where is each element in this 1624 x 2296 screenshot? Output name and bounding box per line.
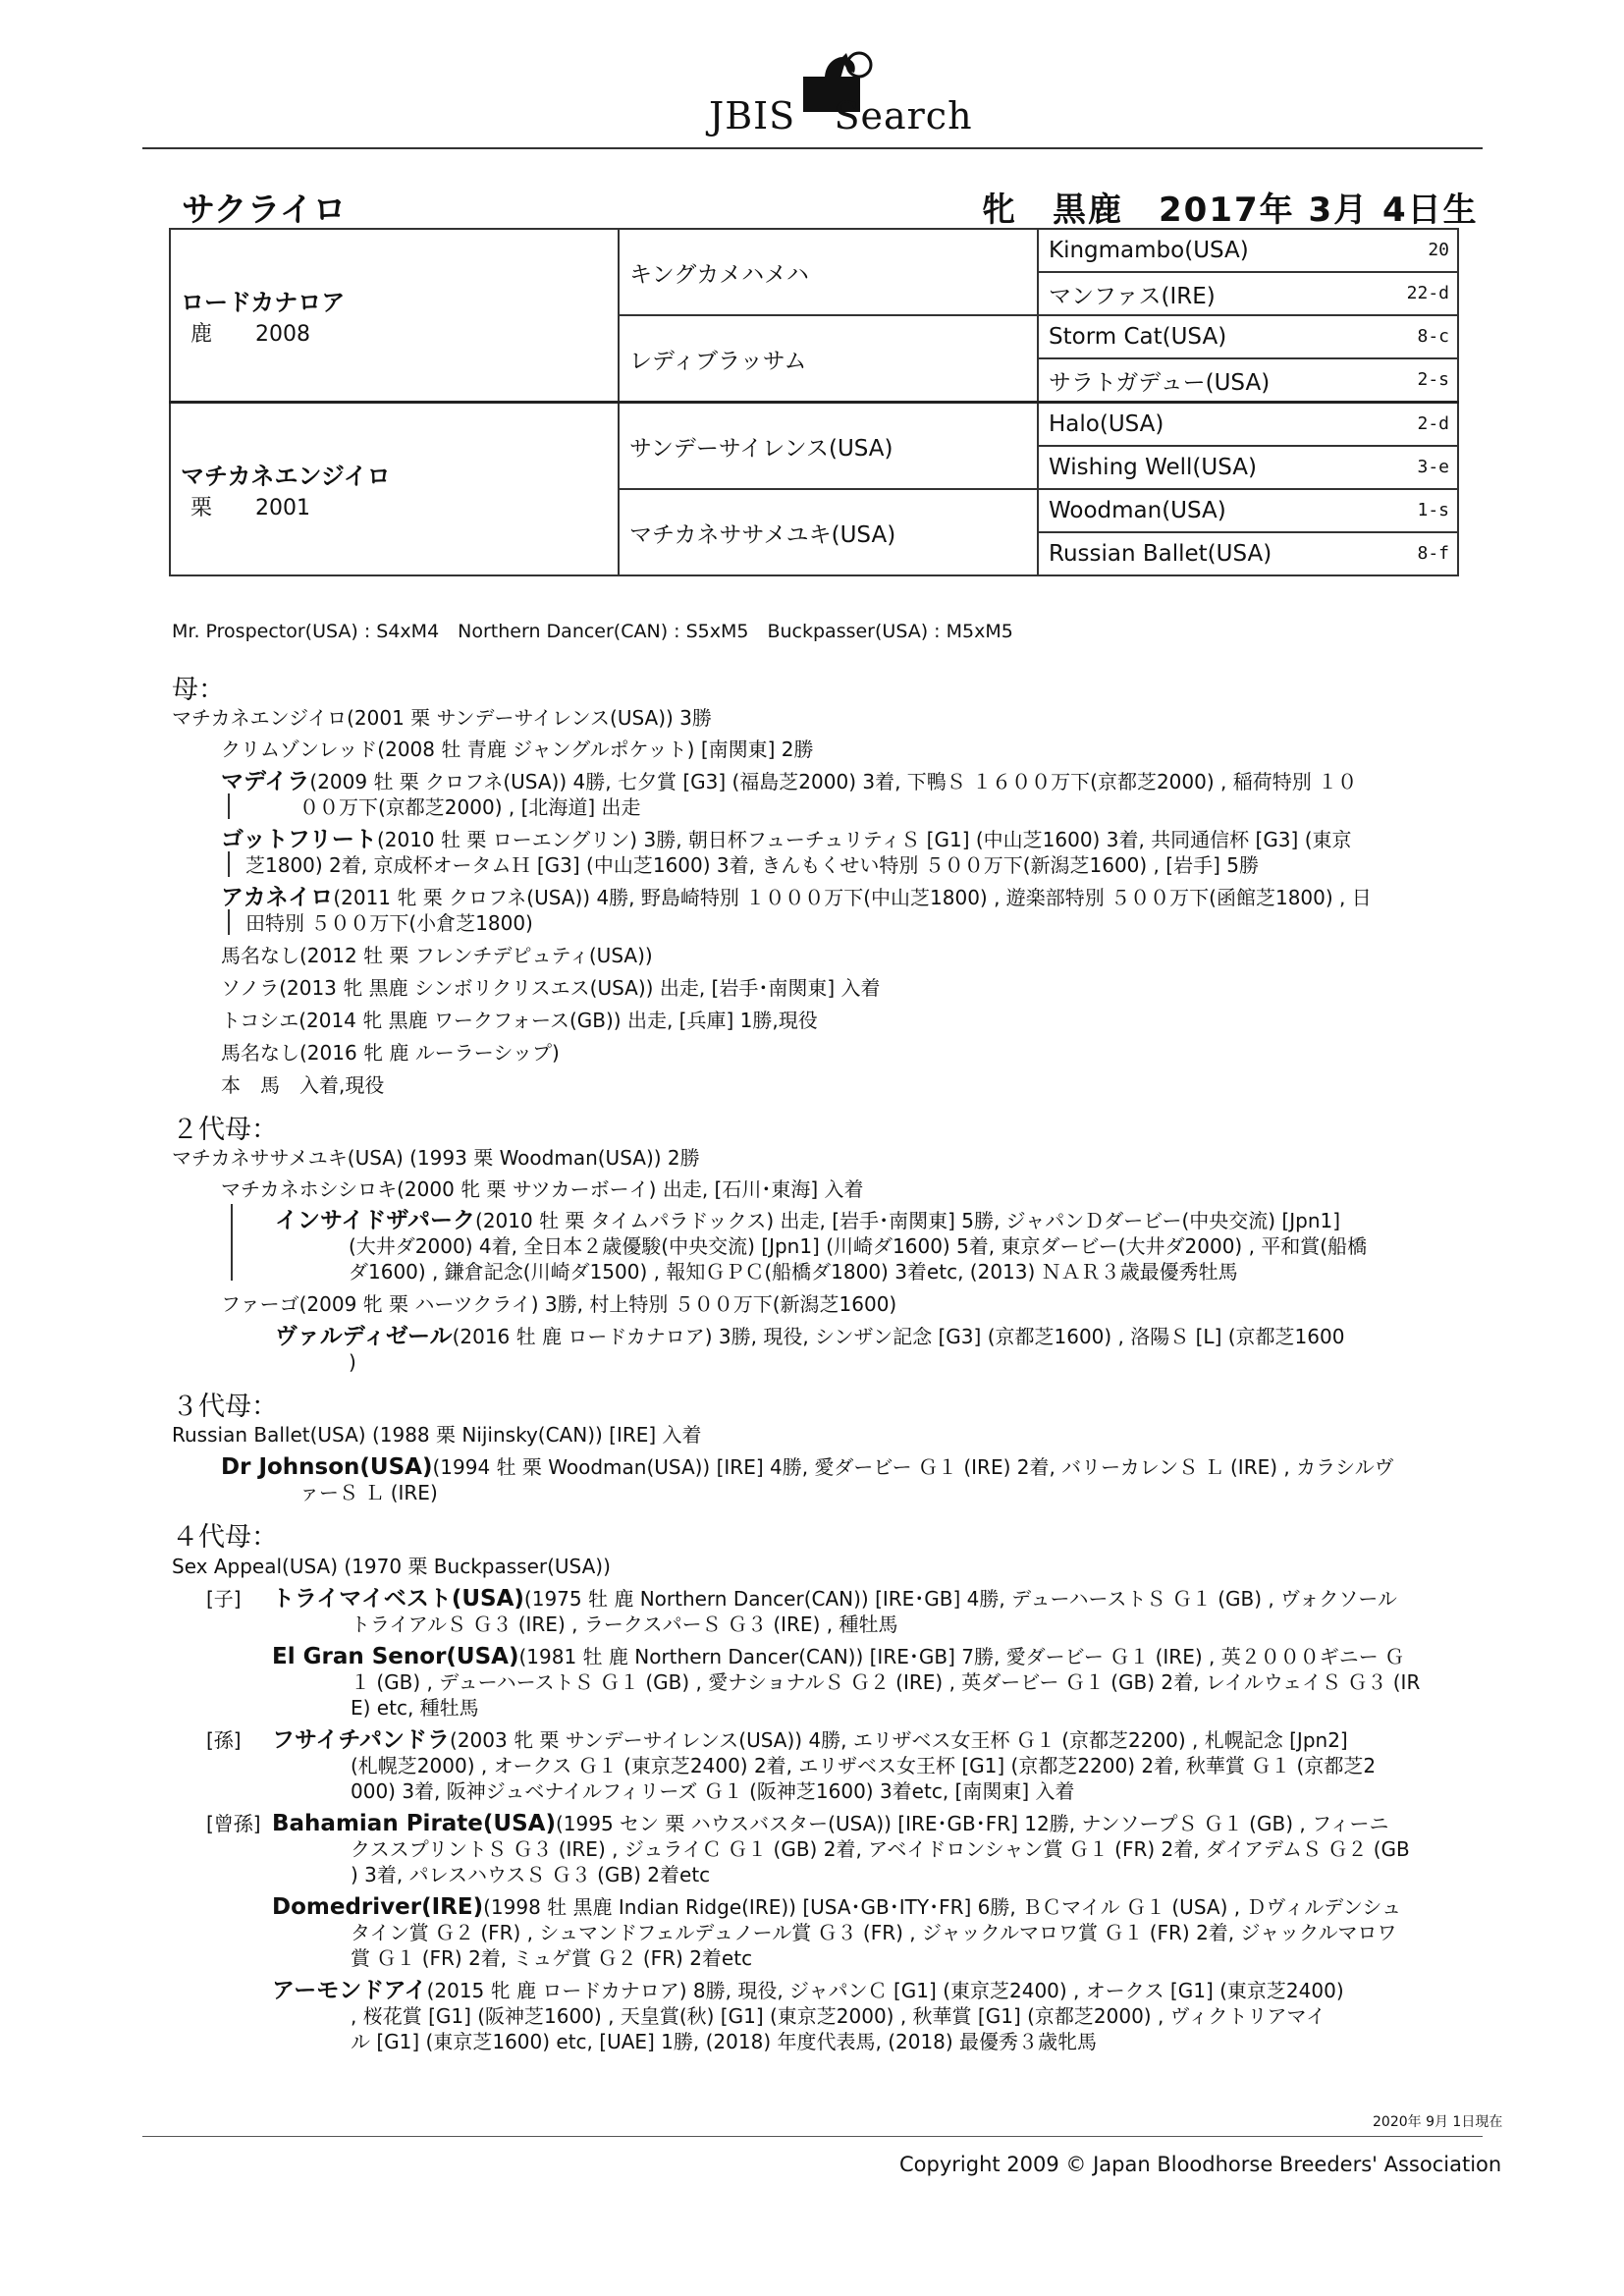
- offspring-line: ００万下(京都芝2000) , [北海道] 出走: [299, 795, 641, 819]
- gen3-cell: Wishing Well(USA) 3-e: [1038, 446, 1458, 489]
- offspring-line: ファーゴ(2009 牝 栗 ハーツクライ) 3勝, 村上特別 ５００万下(新潟芝1600): [221, 1292, 897, 1316]
- tree-bar: [231, 1204, 233, 1281]
- offspring-line: 芝1800) 2着, 京成杯オータムＨ [G3] (中山芝1600) 3着, きんもくせい特別 ５００万下(新潟芝1600) , [岩手] 5勝: [245, 853, 1259, 877]
- fourth-dam-heading: ４代母：: [172, 1522, 278, 1553]
- gen3-cell: Halo(USA) 2-d: [1038, 403, 1458, 447]
- offspring-line: トコシエ(2014 牝 黒鹿 ワークフォース(GB)) 出走, [兵庫] 1勝,現役: [221, 1009, 818, 1032]
- offspring-line: 000) 3着, 阪神ジュベナイルフィリーズ Ｇ１ (阪神芝1600) 3着etc, [南関東] 入着: [351, 1779, 1075, 1803]
- horse-info: 牝 黒鹿 2017年 3月 4日生: [982, 191, 1479, 230]
- offspring-line: マチカネホシシロキ(2000 牝 栗 サツカーボーイ) 出走, [石川･東海] 入着: [221, 1177, 864, 1201]
- sire-cell: ロードカナロア 鹿 2008: [170, 229, 619, 403]
- offspring-line: 本 馬 入着,現役: [221, 1073, 385, 1097]
- offspring-line: ): [349, 1350, 356, 1374]
- third-dam-heading: ３代母：: [172, 1392, 278, 1422]
- offspring-line: クリムゾンレッド(2008 牡 青鹿 ジャングルポケット) [南関東] 2勝: [221, 738, 814, 761]
- horse-name: サクライロ: [182, 191, 347, 230]
- footer-rule: [142, 2136, 1483, 2137]
- gen2-cell: レディブラッサム: [619, 315, 1038, 403]
- gen3-cell: サラトガデュー(USA) 2-s: [1038, 358, 1458, 403]
- generation-tag: [子]: [206, 1587, 242, 1611]
- gen3-cell: Woodman(USA) 1-s: [1038, 489, 1458, 532]
- offspring-line: フサイチパンドラ(2003 牝 栗 サンデーサイレンス(USA)) 4勝, エリザベス女王杯 Ｇ１ (京都芝2200) , 札幌記念 [Jpn2]: [272, 1727, 1348, 1753]
- offspring-line: (大井ダ2000) 4着, 全日本２歳優駿(中央交流) [Jpn1] (川崎ダ1600) 5着, 東京ダービー(大井ダ2000) , 平和賞(船橋: [349, 1234, 1368, 1258]
- offspring-line: 馬名なし(2016 牝 鹿 ルーラーシップ): [221, 1041, 560, 1065]
- gen2-cell: マチカネササメユキ(USA): [619, 489, 1038, 575]
- offspring-line: アカネイロ(2011 牝 栗 クロフネ(USA)) 4勝, 野島崎特別 １０００万下(中山芝1800) , 遊楽部特別 ５００万下(函館芝1800) , 日: [221, 885, 1372, 910]
- as-of-date: 2020年 9月 1日現在: [1373, 2114, 1503, 2130]
- tree-bar: [228, 909, 230, 935]
- offspring-line: Bahamian Pirate(USA)(1995 セン 栗 ハウスバスター(USA)) [IRE･GB･FR] 12勝, ナンソープＳ Ｇ１ (GB) , フィーニ: [272, 1811, 1389, 1836]
- gen2-cell: サンデーサイレンス(USA): [619, 403, 1038, 490]
- offspring-line: アーモンドアイ(2015 牝 鹿 ロードカナロア) 8勝, 現役, ジャパンＣ [G1] (東京芝2400) , オークス [G1] (東京芝2400): [272, 1978, 1344, 2003]
- tree-bar: [228, 793, 230, 819]
- gen3-cell: Kingmambo(USA) 20: [1038, 229, 1458, 272]
- offspring-line: トライマイベスト(USA)(1975 牡 鹿 Northern Dancer(CAN)) [IRE･GB] 4勝, デューハーストＳ Ｇ１ (GB) , ヴォクソール: [272, 1586, 1397, 1612]
- offspring-line: インサイドザパーク(2010 牡 栗 タイムパラドックス) 出走, [岩手･南関東] 5勝, ジャパンＤダービー(中央交流) [Jpn1]: [275, 1208, 1341, 1233]
- gen3-cell: Russian Ballet(USA) 8-f: [1038, 532, 1458, 575]
- offspring-line: 馬名なし(2012 牡 栗 フレンチデピュティ(USA)): [221, 944, 653, 967]
- gen3-cell: マンファス(IRE) 22-d: [1038, 272, 1458, 315]
- pedigree-table: [169, 228, 1459, 576]
- offspring-line: , 桜花賞 [G1] (阪神芝1600) , 天皇賞(秋) [G1] (東京芝2000) , 秋華賞 [G1] (京都芝2000) , ヴィクトリアマイ: [351, 2004, 1326, 2028]
- offspring-line: トライアルＳ Ｇ３ (IRE) , ラークスパーＳ Ｇ３ (IRE) , 種牡馬: [351, 1613, 898, 1636]
- offspring-line: １ (GB) , デューハーストＳ Ｇ１ (GB) , 愛ナショナルＳ Ｇ２ (IRE) , 英ダービー Ｇ１ (GB) 2着, レイルウェイＳ Ｇ３ (IR: [351, 1670, 1421, 1694]
- dam-line: マチカネエンジイロ(2001 栗 サンデーサイレンス(USA)) 3勝: [172, 706, 712, 730]
- second-dam-line: マチカネササメユキ(USA) (1993 栗 Woodman(USA)) 2勝: [172, 1146, 700, 1170]
- offspring-line: 田特別 ５００万下(小倉芝1800): [245, 911, 533, 935]
- offspring-line: マデイラ(2009 牡 栗 クロフネ(USA)) 4勝, 七夕賞 [G3] (福島芝2000) 3着, 下鴨Ｓ １６００万下(京都芝2000) , 稲荷特別 １０: [221, 769, 1358, 794]
- inbreeding-line: Mr. Prospector(USA) : S4xM4 Northern Dancer(CAN) : S5xM5 Buckpasser(USA) : M5xM5: [172, 621, 1013, 642]
- offspring-line: El Gran Senor(USA)(1981 牡 鹿 Northern Dancer(CAN)) [IRE･GB] 7勝, 愛ダービー Ｇ１ (IRE) , 英２０００ギニー Ｇ: [272, 1644, 1405, 1669]
- offspring-line: ゴットフリート(2010 牡 栗 ローエングリン) 3勝, 朝日杯フューチュリティＳ [G1] (中山芝1600) 3着, 共同通信杯 [G3] (東京: [221, 827, 1352, 852]
- offspring-line: (札幌芝2000) , オークス Ｇ１ (東京芝2400) 2着, エリザベス女王杯 [G1] (京都芝2200) 2着, 秋華賞 Ｇ１ (京都芝2: [351, 1754, 1377, 1777]
- offspring-line: ヴァルディゼール(2016 牡 鹿 ロードカナロア) 3勝, 現役, シンザン記念 [G3] (京都芝1600) , 洛陽Ｓ [L] (京都芝1600: [275, 1324, 1345, 1349]
- header-rule: [142, 147, 1483, 149]
- generation-tag: [孫]: [206, 1728, 242, 1752]
- generation-tag: [曾孫]: [206, 1812, 261, 1835]
- gen2-cell: キングカメハメハ: [619, 229, 1038, 315]
- logo-text: JBIS Search: [709, 94, 973, 137]
- offspring-line: ) 3着, パレスハウスＳ Ｇ３ (GB) 2着etc: [351, 1863, 711, 1886]
- offspring-line: ダ1600) , 鎌倉記念(川崎ダ1500) , 報知ＧＰＣ(船橋ダ1800) 3着etc, (2013) ＮＡＲ３歳最優秀牡馬: [349, 1260, 1238, 1284]
- offspring-line: ソノラ(2013 牝 黒鹿 シンボリクリスエス(USA)) 出走, [岩手･南関東] 入着: [221, 976, 881, 1000]
- third-dam-line: Russian Ballet(USA) (1988 栗 Nijinsky(CAN)) [IRE] 入着: [172, 1423, 702, 1447]
- offspring-line: Dr Johnson(USA)(1994 牡 栗 Woodman(USA)) [IRE] 4勝, 愛ダービー Ｇ１ (IRE) 2着, バリーカレンＳ Ｌ (IRE) , カラシルヴ: [221, 1454, 1394, 1480]
- offspring-line: Domedriver(IRE)(1998 牡 黒鹿 Indian Ridge(IRE)) [USA･GB･ITY･FR] 6勝, ＢＣマイル Ｇ１ (USA) , Ｄヴィルデンシュ: [272, 1894, 1401, 1920]
- dam-cell: マチカネエンジイロ 栗 2001: [170, 403, 619, 576]
- second-dam-heading: ２代母：: [172, 1115, 278, 1145]
- copyright: Copyright 2009 © Japan Bloodhorse Breeders' Association: [899, 2153, 1502, 2176]
- fourth-dam-line: Sex Appeal(USA) (1970 栗 Buckpasser(USA)): [172, 1555, 611, 1578]
- offspring-line: ァーＳ Ｌ (IRE): [299, 1481, 438, 1504]
- gen3-cell: Storm Cat(USA) 8-c: [1038, 315, 1458, 358]
- offspring-line: クススプリントＳ Ｇ３ (IRE) , ジュライＣ Ｇ１ (GB) 2着, アベイドロンシャン賞 Ｇ１ (FR) 2着, ダイアデムＳ Ｇ２ (GB: [351, 1837, 1410, 1861]
- offspring-line: E) etc, 種牡馬: [351, 1696, 479, 1720]
- offspring-line: ル [G1] (東京芝1600) etc, [UAE] 1勝, (2018) 年度代表馬, (2018) 最優秀３歳牝馬: [351, 2030, 1098, 2053]
- offspring-line: 賞 Ｇ１ (FR) 2着, ミュゲ賞 Ｇ２ (FR) 2着etc: [351, 1946, 753, 1970]
- dam-heading: 母：: [172, 675, 225, 705]
- tree-bar: [228, 851, 230, 877]
- jbis-search-logo: [687, 51, 973, 144]
- offspring-line: タイン賞 Ｇ２ (FR) , シュマンドフェルデュノール賞 Ｇ３ (FR) , ジャックルマロワ賞 Ｇ１ (FR) 2着, ジャックルマロワ: [351, 1921, 1397, 1944]
